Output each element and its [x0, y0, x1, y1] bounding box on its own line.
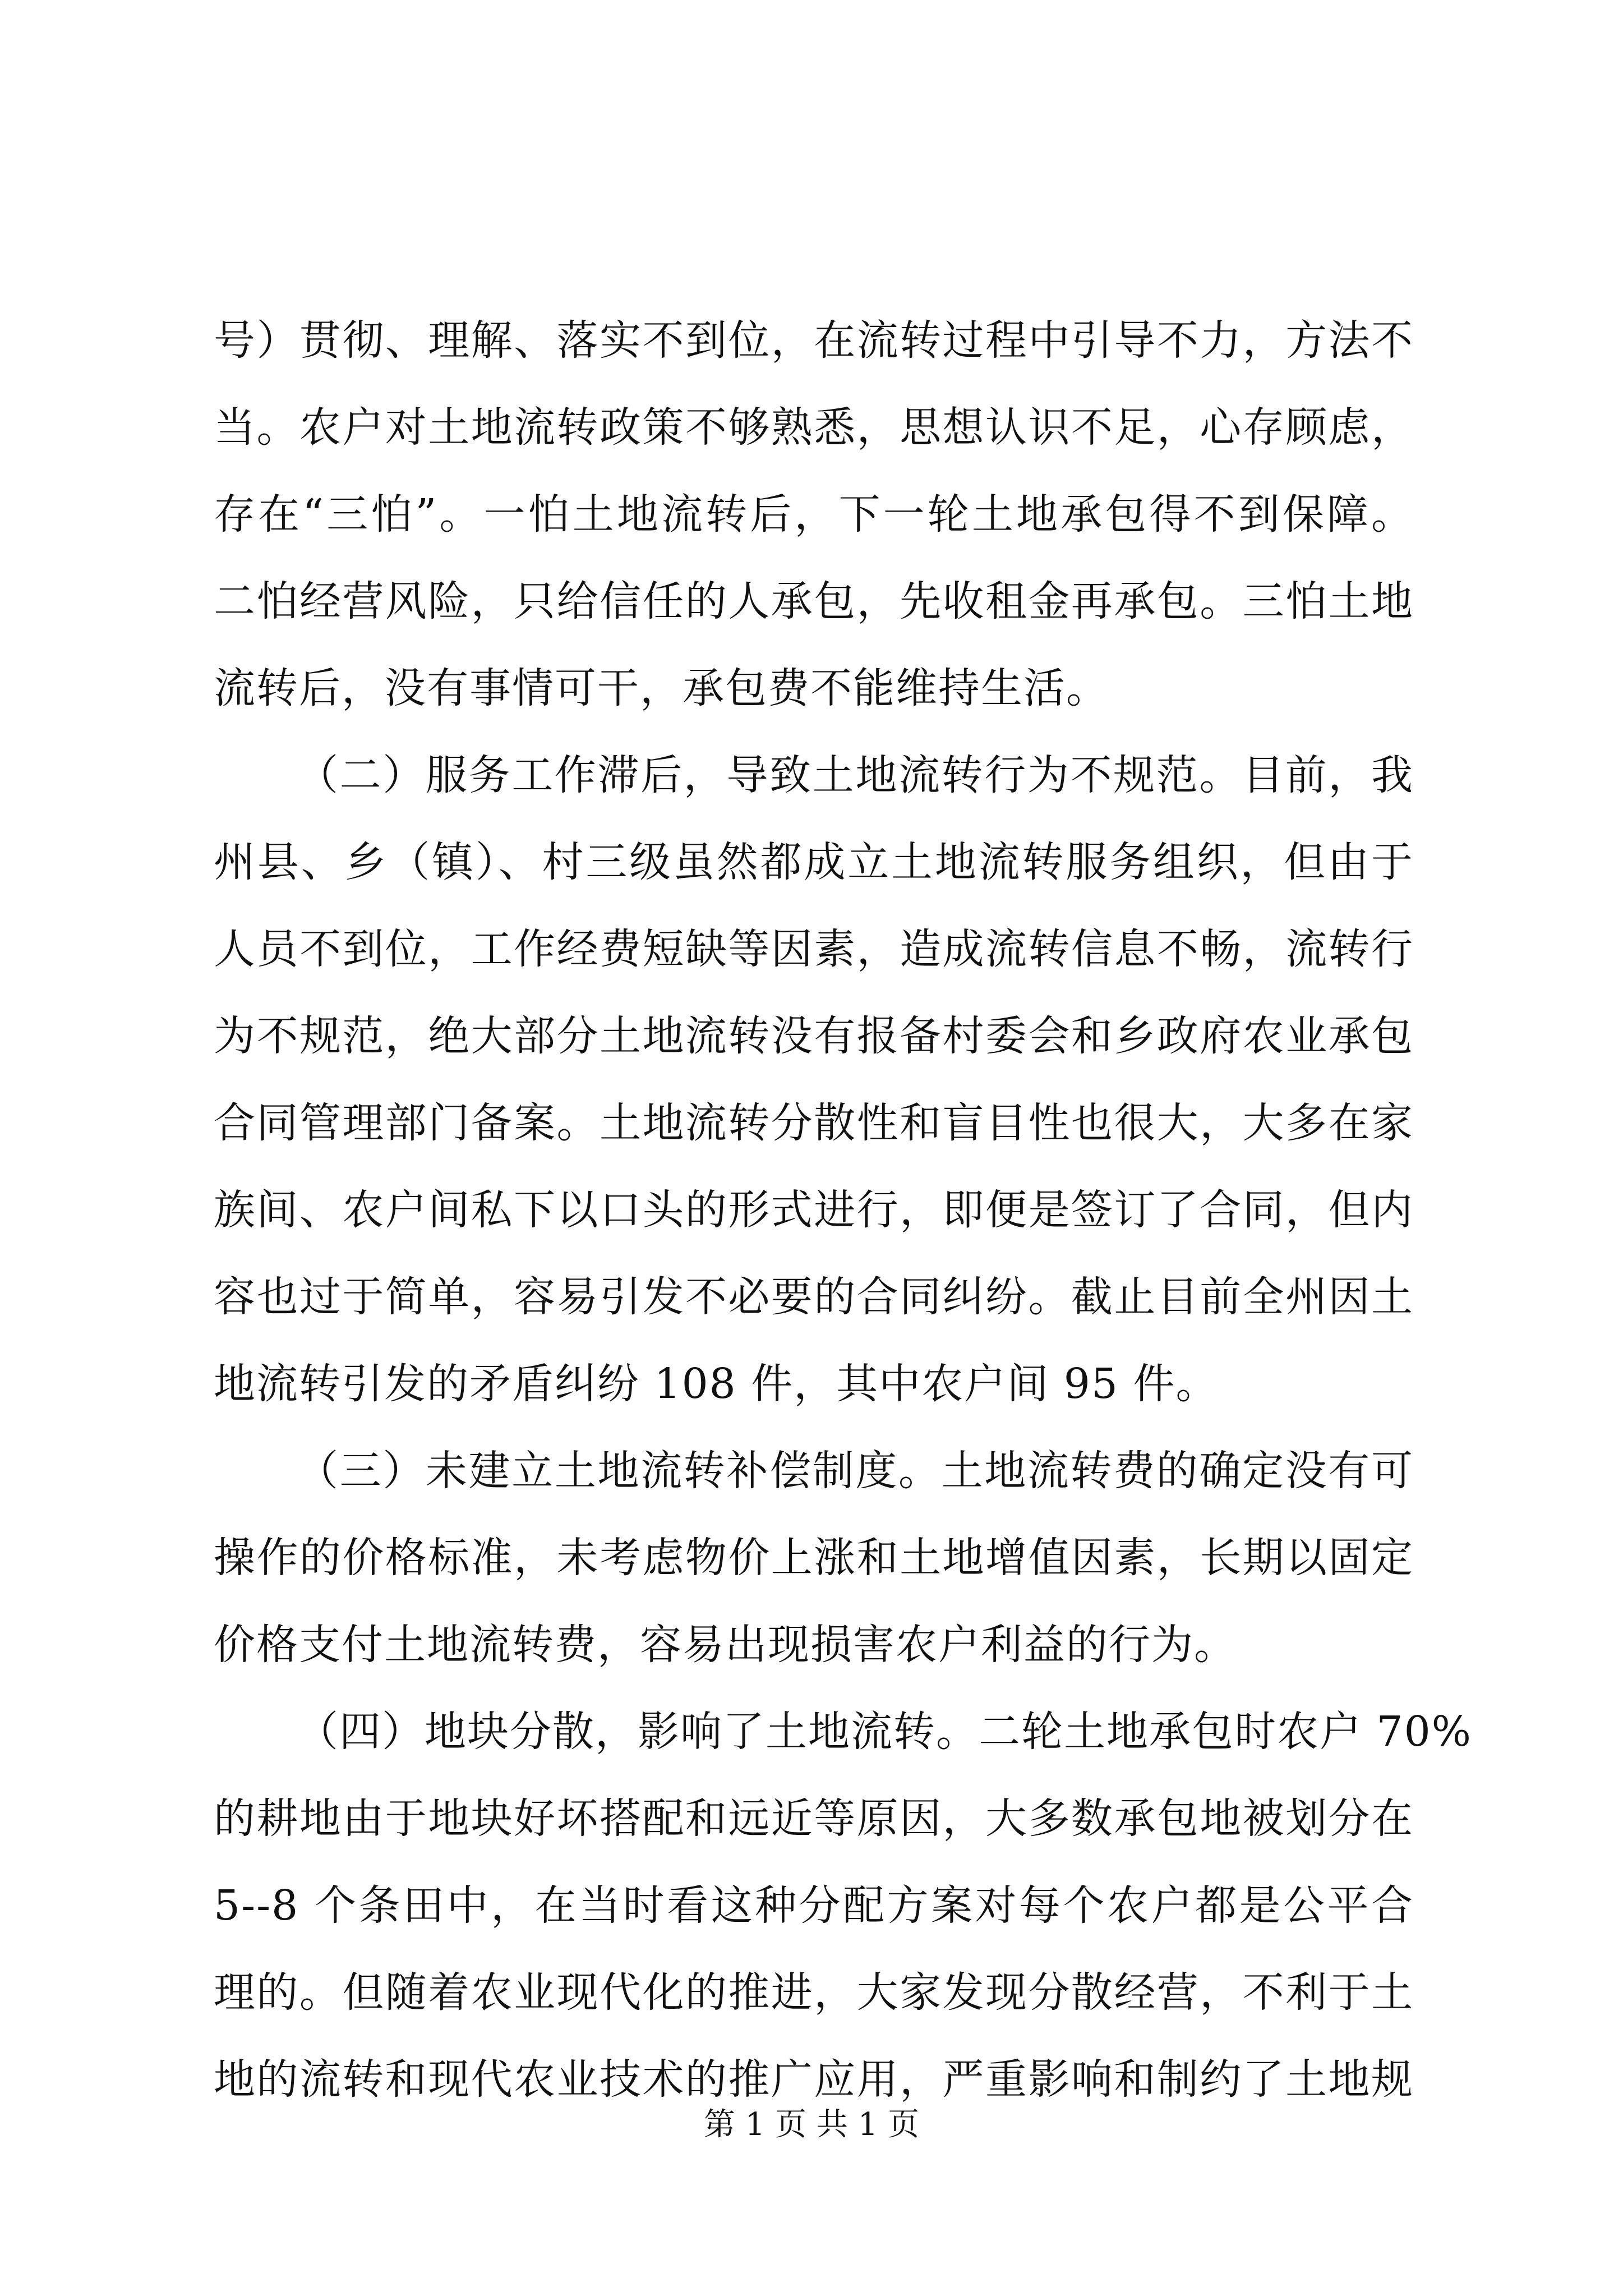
paragraph-2-line-7: 容也过于简单，容易引发不必要的合同纠纷。截止目前全州因土 — [214, 1273, 1414, 1321]
paragraph-2-line-3: 人员不到位，工作经费短缺等因素，造成流转信息不畅，流转行 — [214, 925, 1414, 973]
paragraph-1-line-1: 号）贯彻、理解、落实不到位，在流转过程中引导不力，方法不 — [214, 316, 1414, 365]
paragraph-3-line-3: 价格支付土地流转费，容易出现损害农户利益的行为。 — [214, 1621, 1237, 1669]
paragraph-1-line-5: 流转后，没有事情可干，承包费不能维持生活。 — [214, 664, 1109, 712]
paragraph-1-line-4: 二怕经营风险，只给信任的人承包，先收租金再承包。三怕土地 — [214, 577, 1414, 625]
page-footer: 第 1 页 共 1 页 — [703, 2106, 920, 2143]
paragraph-2-line-4: 为不规范，绝大部分土地流转没有报备村委会和乡政府农业承包 — [214, 1012, 1414, 1060]
paragraph-3-line-2: 操作的价格标准，未考虑物价上涨和土地增值因素，长期以固定 — [214, 1534, 1414, 1582]
paragraph-2-line-5: 合同管理部门备案。土地流转分散性和盲目性也很大，大多在家 — [214, 1099, 1414, 1147]
paragraph-2-line-2: 州县、乡（镇）、村三级虽然都成立土地流转服务组织，但由于 — [214, 838, 1414, 886]
paragraph-2-line-1: （二）服务工作滞后，导致土地流转行为不规范。目前，我 — [297, 751, 1414, 799]
paragraph-4-line-5: 地的流转和现代农业技术的推广应用，严重影响和制约了土地规 — [214, 2055, 1414, 2104]
paragraph-4-line-2: 的耕地由于地块好坏搭配和远近等原因，大多数承包地被划分在 — [214, 1795, 1414, 1843]
paragraph-2-line-8: 地流转引发的矛盾纠纷 108 件，其中农户间 95 件。 — [214, 1360, 1219, 1408]
paragraph-1-line-3: 存在“三怕”。一怕土地流转后，下一轮土地承包得不到保障。 — [214, 490, 1414, 539]
paragraph-1-line-2: 当。农户对土地流转政策不够熟悉，思想认识不足，心存顾虑， — [214, 403, 1414, 452]
paragraph-3-line-1: （三）未建立土地流转补偿制度。土地流转费的确定没有可 — [297, 1447, 1414, 1495]
paragraph-4-line-4: 理的。但随着农业现代化的推进，大家发现分散经营，不利于土 — [214, 1968, 1414, 2017]
paragraph-2-line-6: 族间、农户间私下以口头的形式进行，即便是签订了合同，但内 — [214, 1186, 1414, 1234]
paragraph-4-line-1: （四）地块分散，影响了土地流转。二轮土地承包时农户 70% — [297, 1708, 1472, 1756]
paragraph-4-line-3: 5--8 个条田中，在当时看这种分配方案对每个农户都是公平合 — [214, 1881, 1414, 1930]
document-body — [214, 297, 1472, 2123]
